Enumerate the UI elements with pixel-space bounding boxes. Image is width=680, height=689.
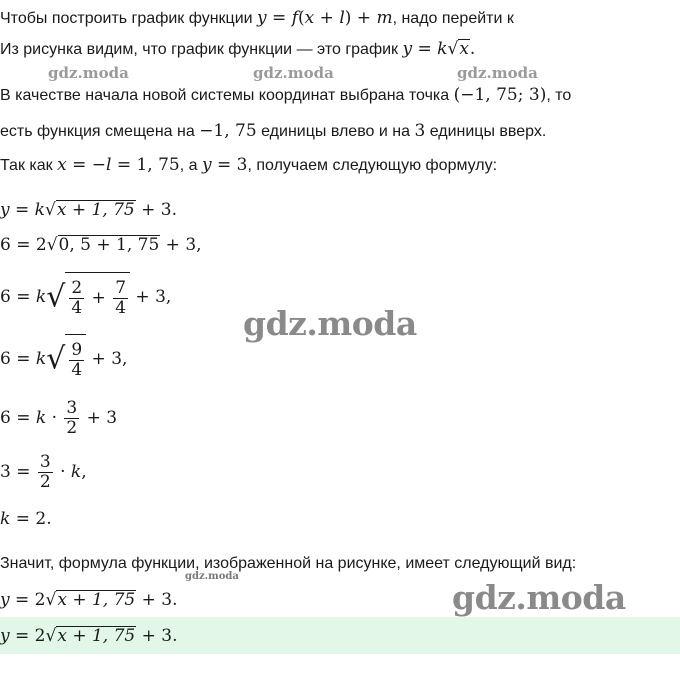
y-equation: y = 3	[201, 155, 248, 175]
equation-6: 3 = $\frac{3}{2}$ · k,	[0, 452, 87, 492]
watermark-tiny: gdz.moda	[185, 571, 239, 582]
numerator: 7	[115, 278, 127, 298]
text-fragment: , то	[546, 87, 572, 104]
numerator: 3	[39, 452, 51, 472]
text-line-1	[0, 8, 514, 29]
text-line-2	[0, 39, 475, 60]
watermark-small-2: gdz.moda	[253, 64, 334, 82]
radicand-answer: x + 1, 75	[57, 626, 136, 646]
equation-5: 6 = k · $\frac{3}{2}$ + 3	[0, 398, 118, 438]
fraction-3-2-b	[38, 453, 53, 492]
text-line-5	[0, 155, 497, 176]
formula-base: y = k√x.	[402, 39, 476, 59]
denominator: 4	[71, 360, 83, 380]
watermark-small-1: gdz.moda	[48, 64, 129, 82]
equation-7: k = 2.	[0, 509, 52, 529]
text-fragment: единицы вверх.	[425, 123, 547, 140]
radicand-3: x + 1, 75	[57, 590, 136, 610]
radicand-2: 0, 5 + 1, 75	[58, 235, 160, 255]
text-fragment: , а	[179, 157, 202, 174]
numerator: 2	[71, 278, 83, 298]
denominator: 2	[66, 418, 78, 438]
equation-1: y = k√x + 1, 75 + 3.	[0, 200, 178, 220]
origin-point: (−1, 75; 3)	[453, 85, 547, 105]
radicand-1: x + 1, 75	[56, 200, 135, 220]
fraction-2-4	[69, 279, 84, 318]
x-value: 1, 75	[136, 155, 180, 175]
watermark-large-center: gdz.moda	[243, 304, 417, 343]
equation-3: 6 = k√ $\frac{2}{4}$ + $\frac{7}{4}$ + 3,	[0, 272, 171, 323]
denominator: 4	[71, 298, 83, 318]
numerator: 9	[71, 340, 83, 360]
equation-4: 6 = k√ $\frac{9}{4}$ + 3,	[0, 334, 127, 385]
shift-up-value: 3	[414, 121, 426, 141]
text-fragment: , надо перейти к	[392, 10, 514, 27]
numerator: 3	[66, 398, 78, 418]
text-fragment: Так как	[0, 157, 58, 174]
y-value: 3	[236, 155, 248, 175]
equation-8: y = 2√x + 1, 75 + 3.	[0, 590, 178, 610]
fraction-9-4	[69, 341, 84, 380]
text-fragment: , получаем следующую формулу:	[247, 157, 498, 174]
watermark-small-3: gdz.moda	[457, 64, 538, 82]
formula-general: y = f(x + l) + m	[257, 8, 393, 28]
text-line-3	[0, 85, 571, 106]
equation-2: 6 = 2√0, 5 + 1, 75 + 3,	[0, 235, 202, 255]
answer-equation: y = 2√x + 1, 75 + 3.	[0, 626, 178, 646]
fraction-3-2	[64, 399, 79, 438]
text-fragment: В качестве начала новой системы координат выбрана точка	[0, 87, 454, 104]
text-line-conclusion	[0, 554, 576, 574]
shift-left-value: −1, 75	[199, 121, 257, 141]
text-fragment: Чтобы построить график функции	[0, 10, 258, 27]
fraction-7-4	[113, 279, 128, 318]
denominator: 4	[115, 298, 127, 318]
watermark-large-right: gdz.moda	[452, 578, 626, 617]
text-line-4	[0, 121, 546, 142]
k-value: 2	[35, 509, 47, 529]
x-equation: x = −l = 1, 75	[57, 155, 180, 175]
text-fragment: есть функция смещена на	[0, 123, 200, 140]
denominator: 2	[39, 472, 51, 492]
text-fragment: Из рисунка видим, что график функции — это график	[0, 41, 403, 58]
text-fragment: Значит, формула функции, изображенной на рисунке, имеет следующий вид:	[0, 555, 577, 572]
text-fragment: единицы влево и на	[256, 123, 415, 140]
